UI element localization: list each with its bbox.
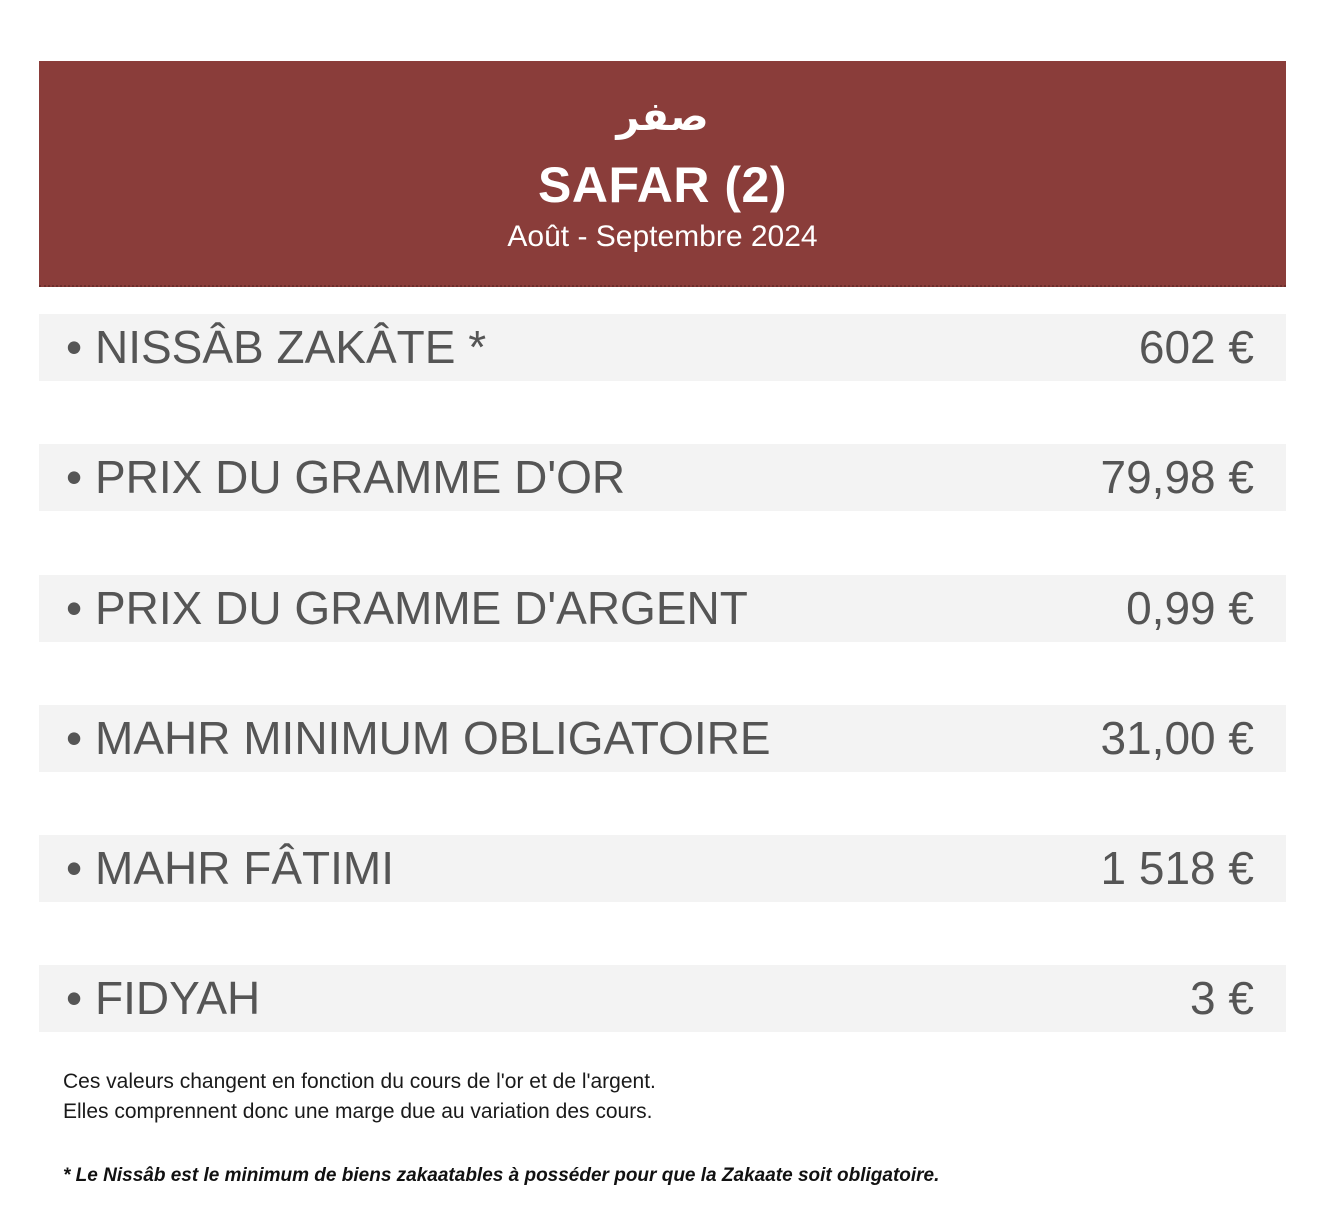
bullet-marker: • bbox=[66, 972, 83, 1024]
row-prix-gramme-or bbox=[39, 444, 1286, 511]
row-mahr-minimum bbox=[39, 705, 1286, 772]
arabic-month-title: صفر bbox=[616, 94, 709, 140]
bullet-marker: • bbox=[66, 451, 83, 503]
row-value: 3 € bbox=[1190, 972, 1254, 1024]
bullet-marker: • bbox=[66, 842, 83, 894]
row-mahr-fatimi bbox=[39, 835, 1286, 902]
row-value: 1 518 € bbox=[1100, 842, 1254, 894]
note-line-1: Ces valeurs changent en fonction du cours de l'or et de l'argent. bbox=[63, 1070, 656, 1093]
bullet-marker: • bbox=[66, 321, 83, 373]
row-label: MAHR FÂTIMI bbox=[95, 842, 394, 894]
row-nissab-zakate bbox=[39, 314, 1286, 381]
row-label: FIDYAH bbox=[95, 972, 261, 1024]
row-label: MAHR MINIMUM OBLIGATOIRE bbox=[95, 712, 771, 764]
row-label: NISSÂB ZAKÂTE * bbox=[95, 321, 487, 373]
row-value: 602 € bbox=[1138, 321, 1254, 373]
row-value: 79,98 € bbox=[1100, 451, 1254, 503]
row-label: PRIX DU GRAMME D'OR bbox=[95, 451, 626, 503]
page-title: SAFAR (2) bbox=[538, 157, 787, 213]
note-line-2: Elles comprennent donc une marge due au variation des cours. bbox=[63, 1100, 653, 1123]
row-value: 31,00 € bbox=[1100, 712, 1254, 764]
row-prix-gramme-argent bbox=[39, 575, 1286, 642]
row-fidyah bbox=[39, 965, 1286, 1032]
row-value: 0,99 € bbox=[1126, 582, 1254, 634]
page-header bbox=[39, 61, 1286, 287]
bullet-marker: • bbox=[66, 712, 83, 764]
row-label: PRIX DU GRAMME D'ARGENT bbox=[95, 582, 748, 634]
footnote: * Le Nissâb est le minimum de biens zakaatables à posséder pour que la Zakaate soit obligatoire. bbox=[63, 1165, 940, 1186]
bullet-marker: • bbox=[66, 582, 83, 634]
page-subtitle: Août - Septembre 2024 bbox=[507, 220, 818, 253]
